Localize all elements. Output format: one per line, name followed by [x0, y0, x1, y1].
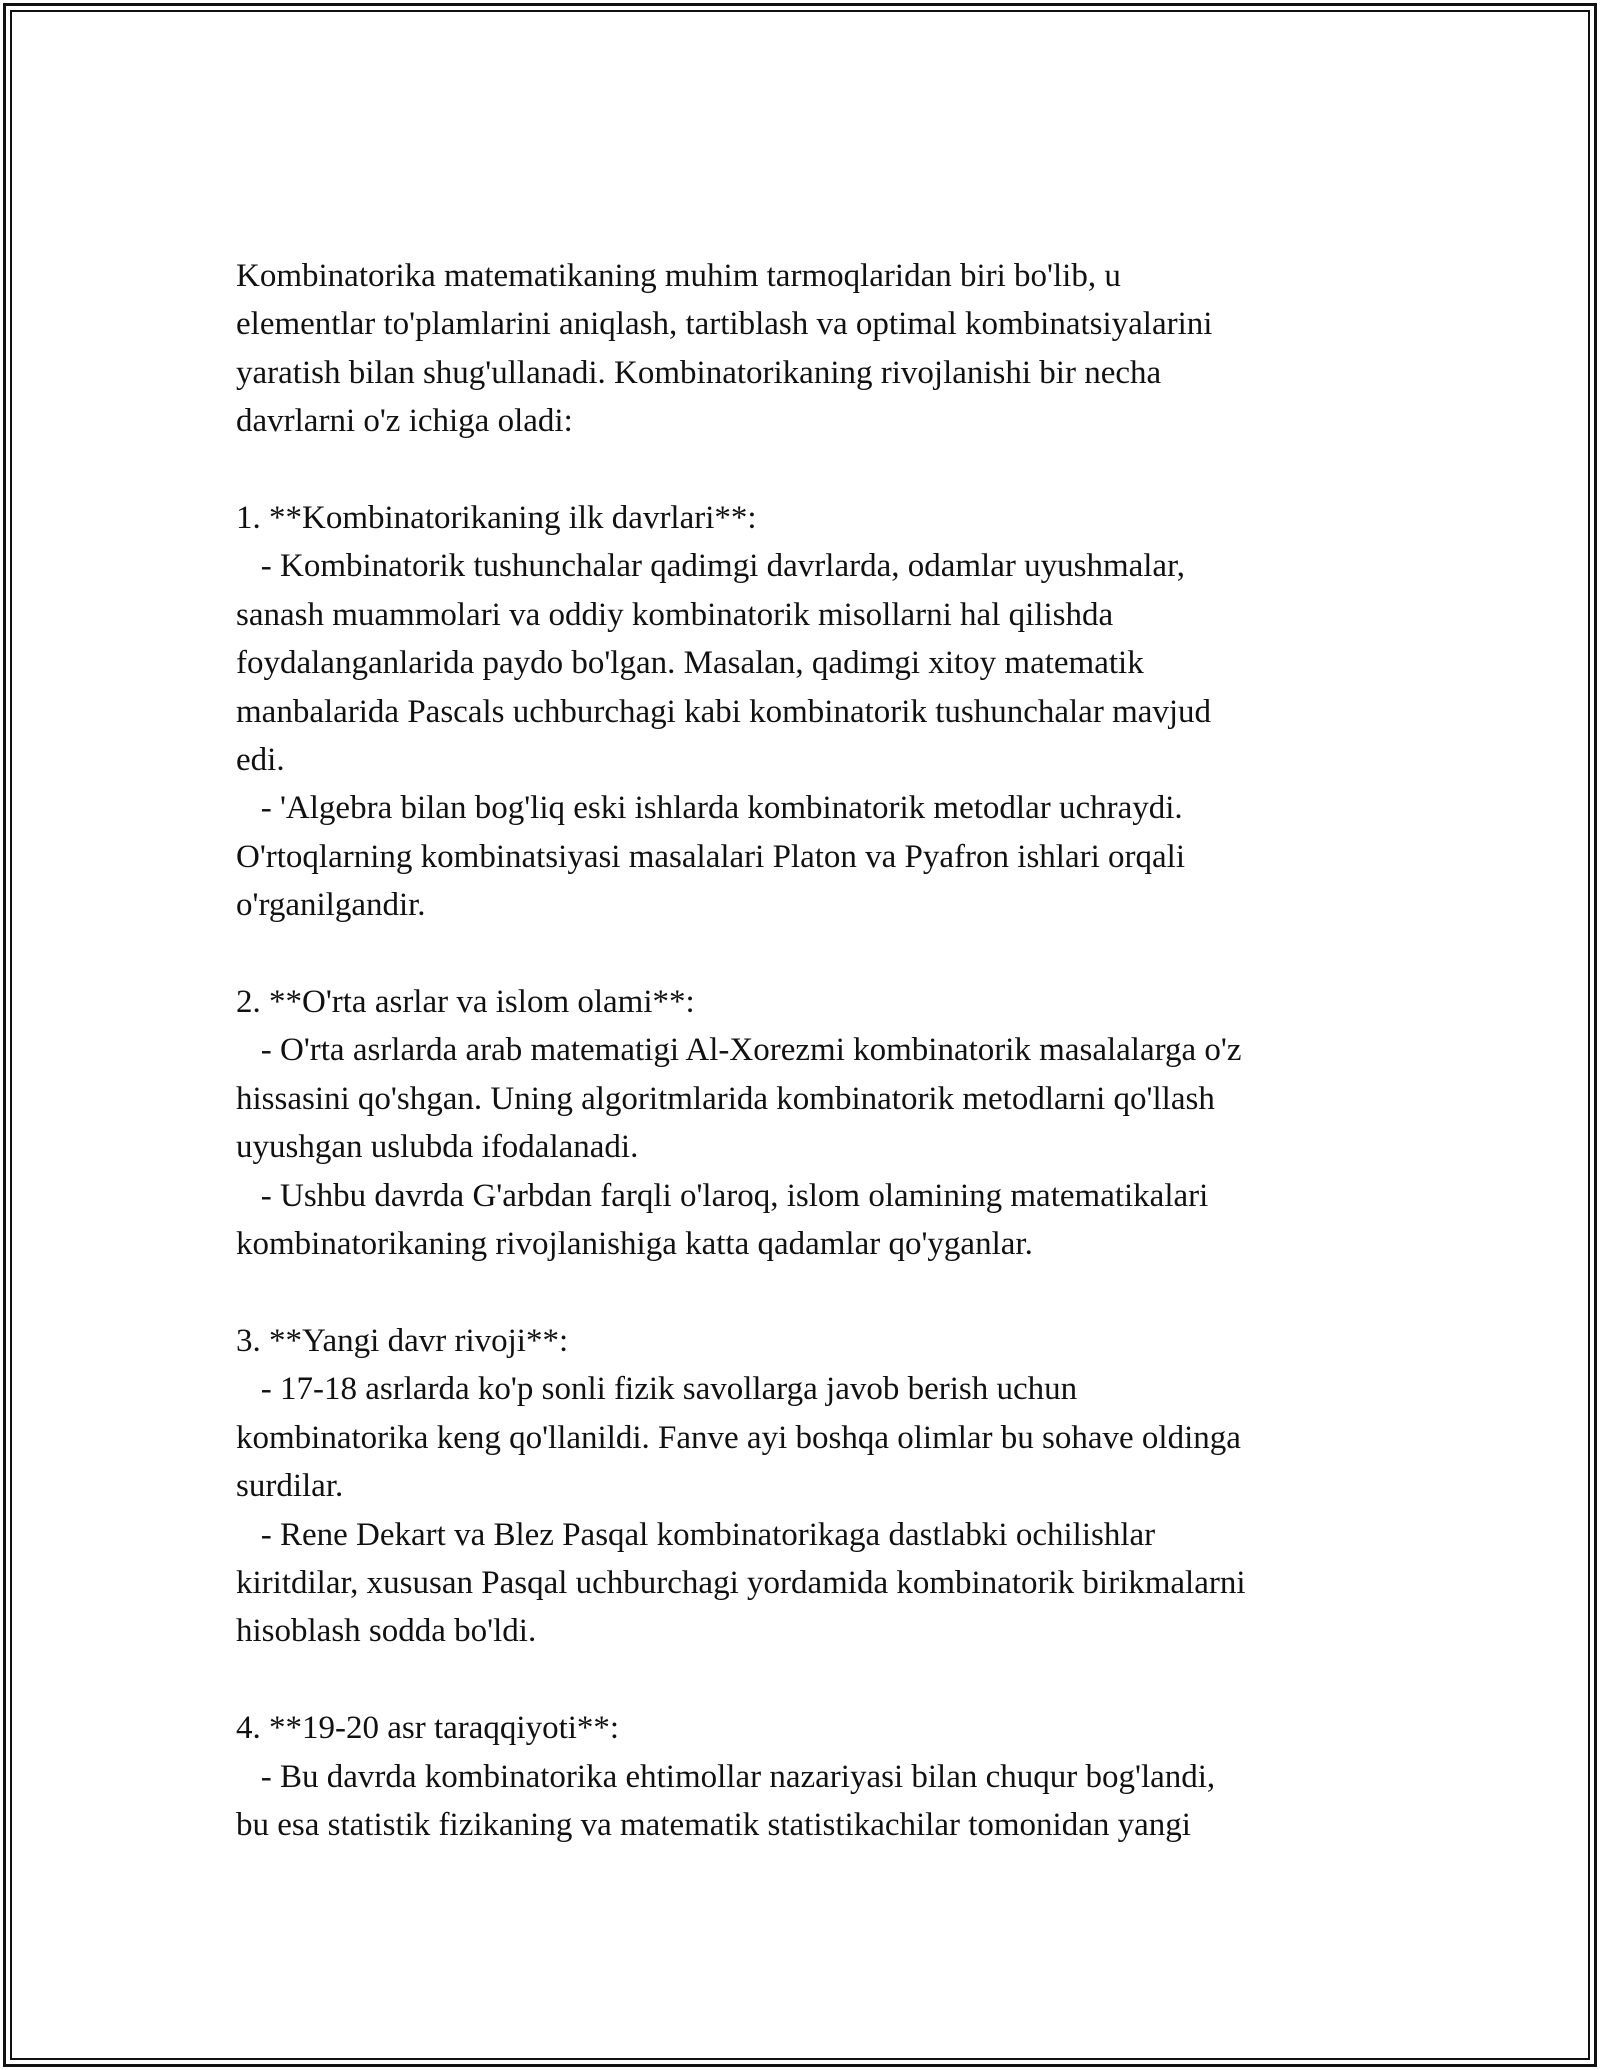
text-line: hisoblash sodda bo'ldi.: [236, 1613, 537, 1650]
text-line: sanash muammolari va oddiy kombinatorik misollarni hal qilishda: [236, 596, 1114, 633]
text-line: - 'Algebra bilan bog'liq eski ishlarda kombinatorik metodlar uchraydi.: [236, 790, 1183, 827]
intro-paragraph: [236, 252, 1386, 446]
section-heading: 3. **Yangi davr rivoji**:: [236, 1322, 569, 1359]
text-line: bu esa statistik fizikaning va matematik statistikachilar tomonidan yangi: [236, 1806, 1191, 1843]
text-line: - O'rta asrlarda arab matematigi Al-Xorezmi kombinatorik masalalarga o'z: [236, 1032, 1242, 1069]
text-line: - Rene Dekart va Blez Pasqal kombinatorikaga dastlabki ochilishlar: [236, 1516, 1156, 1553]
text-line: - 17-18 asrlarda ko'p sonli fizik savollarga javob berish uchun: [236, 1371, 1078, 1408]
document-body: [236, 252, 1386, 1849]
text-line: kiritdilar, xususan Pasqal uchburchagi yordamida kombinatorik birikmalarni: [236, 1564, 1246, 1601]
section-4: [236, 1704, 1386, 1849]
text-line: - Ushbu davrda G'arbdan farqli o'laroq, islom olamining matematikalari: [236, 1177, 1209, 1214]
text-line: O'rtoqlarning kombinatsiyasi masalalari Platon va Pyafron ishlari orqali: [236, 838, 1185, 875]
section-2: [236, 978, 1386, 1268]
paragraph-gap: [236, 446, 1386, 494]
text-line: - Kombinatorik tushunchalar qadimgi davrlarda, odamlar uyushmalar,: [236, 548, 1185, 585]
paragraph-gap: [236, 1269, 1386, 1317]
text-line: yaratish bilan shug'ullanadi. Kombinatorikaning rivojlanishi bir necha: [236, 354, 1162, 391]
section-heading: 1. **Kombinatorikaning ilk davrlari**:: [236, 500, 757, 537]
text-line: foydalanganlarida paydo bo'lgan. Masalan, qadimgi xitoy matematik: [236, 645, 1144, 682]
text-line: Kombinatorika matematikaning muhim tarmoqlaridan biri bo'lib, u: [236, 258, 1121, 294]
section-1: [236, 494, 1386, 930]
text-line: elementlar to'plamlarini aniqlash, tartiblash va optimal kombinatsiyalarini: [236, 306, 1213, 343]
text-line: surdilar.: [236, 1468, 344, 1505]
text-line: kombinatorika keng qo'llanildi. Fanve ayi boshqa olimlar bu sohave oldinga: [236, 1419, 1241, 1456]
paragraph-gap: [236, 930, 1386, 978]
text-line: davrlarni o'z ichiga oladi:: [236, 403, 573, 440]
text-line: o'rganilgandir.: [236, 887, 426, 924]
text-line: hissasini qo'shgan. Uning algoritmlarida kombinatorik metodlarni qo'llash: [236, 1080, 1215, 1117]
section-3: [236, 1317, 1386, 1656]
section-heading: 2. **O'rta asrlar va islom olami**:: [236, 984, 695, 1021]
paragraph-gap: [236, 1656, 1386, 1704]
text-line: edi.: [236, 742, 285, 779]
section-heading: 4. **19-20 asr taraqqiyoti**:: [236, 1710, 620, 1747]
text-line: - Bu davrda kombinatorika ehtimollar nazariyasi bilan chuqur bog'landi,: [236, 1758, 1216, 1795]
text-line: manbalarida Pascals uchburchagi kabi kombinatorik tushunchalar mavjud: [236, 693, 1212, 730]
text-line: kombinatorikaning rivojlanishiga katta qadamlar qo'yganlar.: [236, 1226, 1033, 1263]
text-line: uyushgan uslubda ifodalanadi.: [236, 1129, 639, 1166]
